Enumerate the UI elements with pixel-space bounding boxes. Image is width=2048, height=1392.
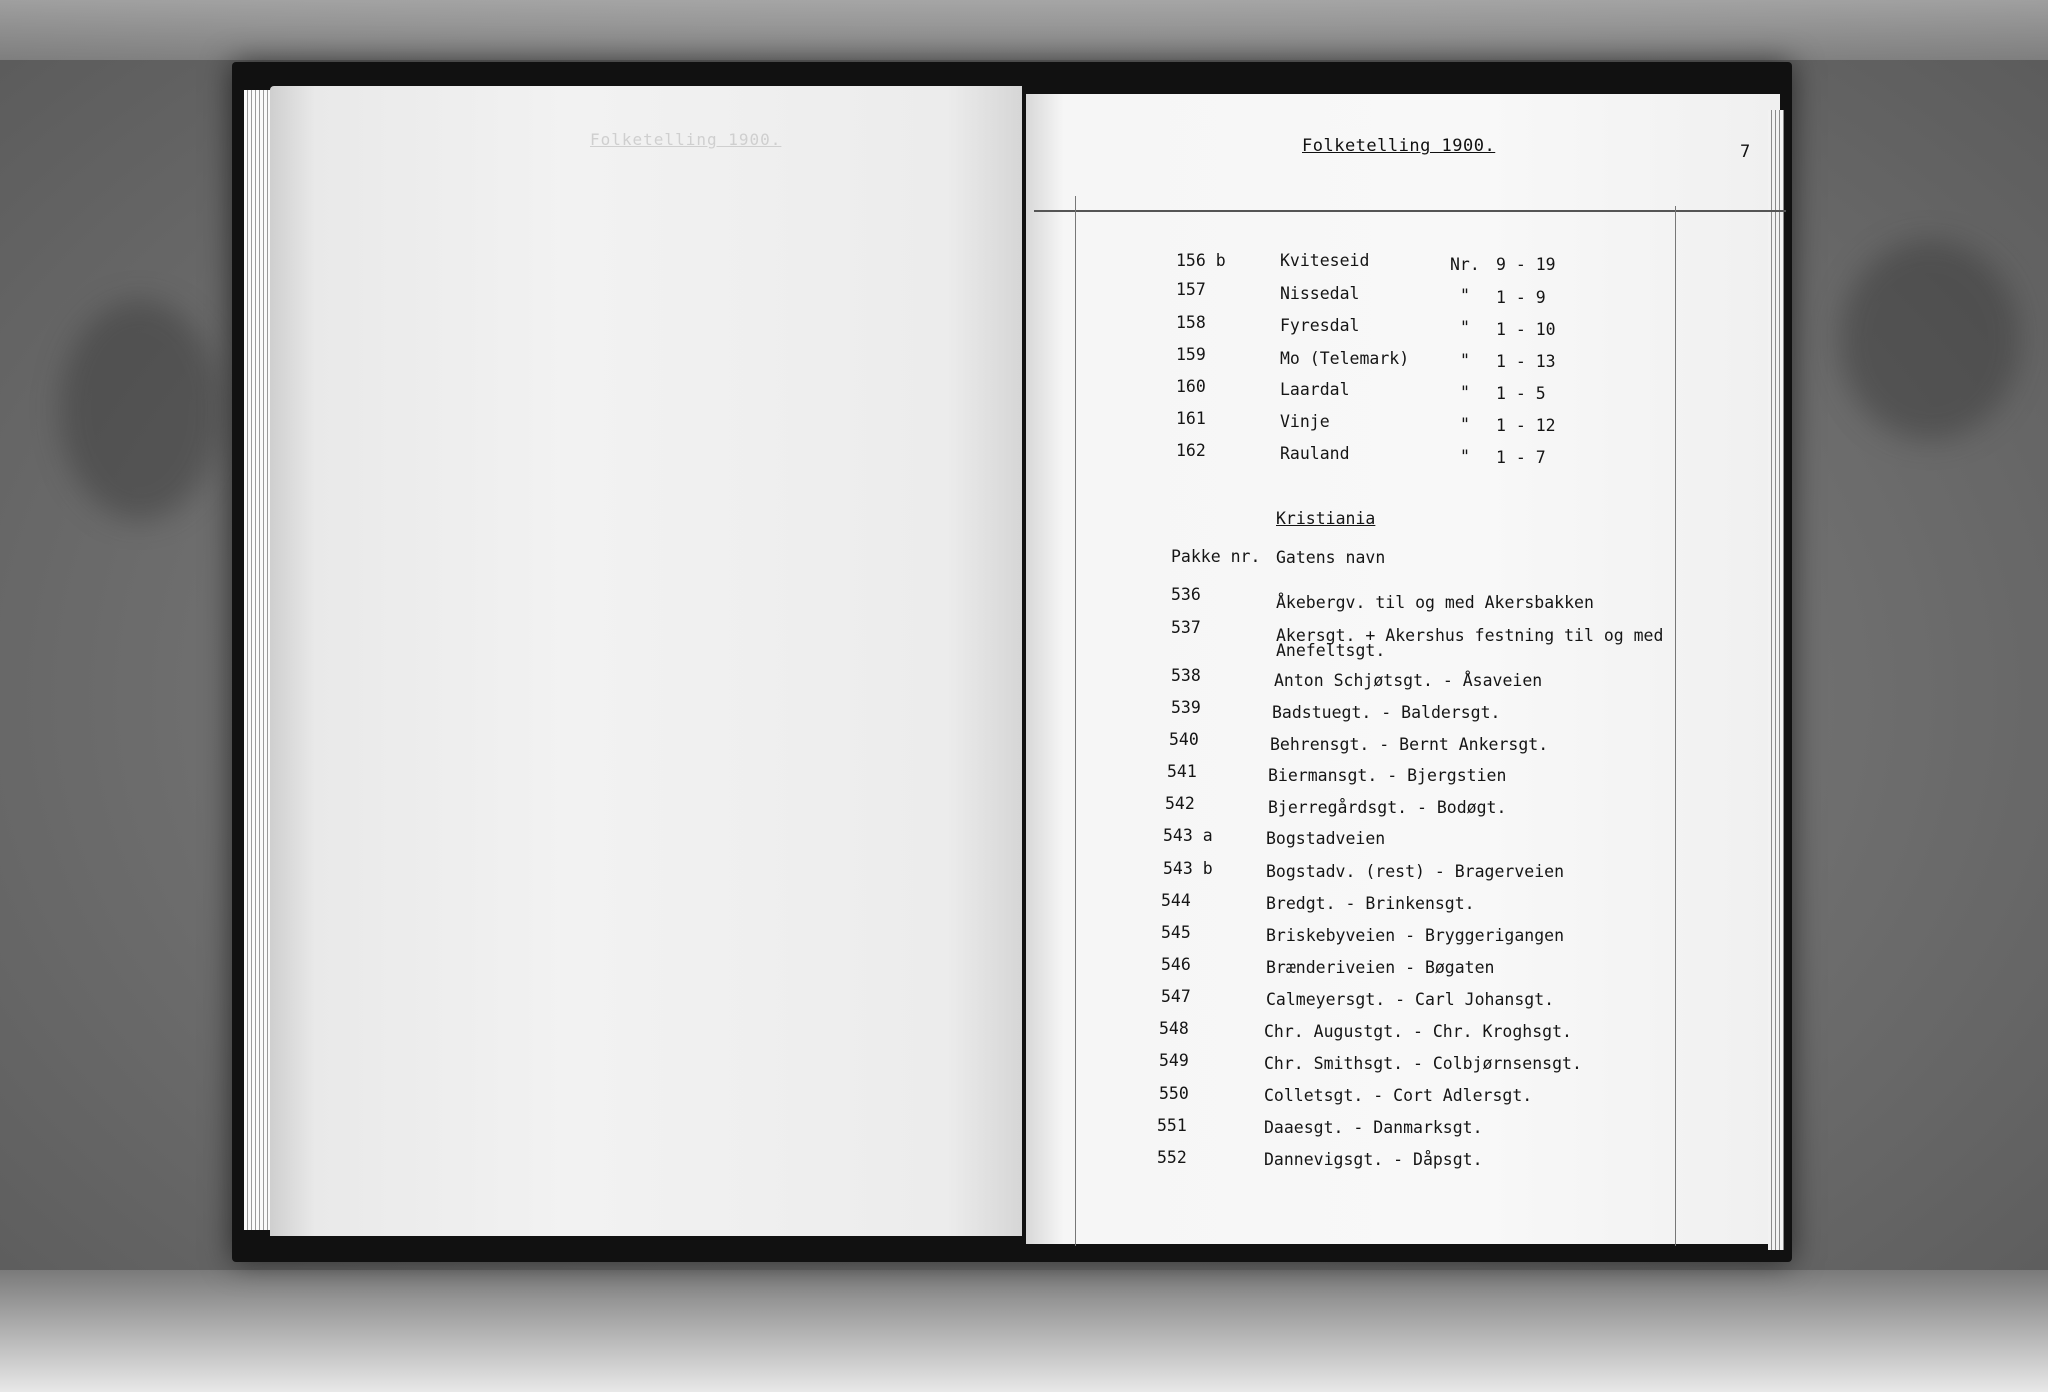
pakke-number: 547	[1161, 987, 1191, 1006]
pakke-number: 549	[1159, 1051, 1189, 1070]
district-number: 160	[1176, 377, 1206, 396]
district-mark: "	[1460, 318, 1470, 337]
pakke-number: 551	[1157, 1116, 1187, 1135]
street-range: Chr. Augustgt. - Chr. Kroghsgt.	[1264, 1022, 1572, 1041]
backdrop-top	[0, 0, 2048, 60]
street-range: Bredgt. - Brinkensgt.	[1266, 894, 1475, 913]
district-mark: "	[1460, 383, 1470, 402]
pakke-number: 536	[1171, 585, 1201, 604]
left-page	[270, 86, 1022, 1236]
district-range: 1 - 7	[1496, 448, 1546, 467]
district-name: Kviteseid	[1280, 251, 1370, 270]
district-range: 9 - 19	[1496, 255, 1556, 274]
street-range: Bogstadveien	[1266, 829, 1386, 848]
pakke-number: 544	[1161, 891, 1191, 910]
district-number: 161	[1176, 409, 1206, 428]
street-range: Biermansgt. - Bjergstien	[1268, 766, 1507, 785]
district-number: 156 b	[1176, 251, 1226, 270]
district-number: 158	[1176, 313, 1206, 332]
pakke-number: 541	[1167, 762, 1197, 781]
pakke-number: 552	[1157, 1148, 1187, 1167]
district-number: 157	[1176, 280, 1206, 299]
left-margin-rule	[1075, 196, 1076, 1246]
street-range: Anton Schjøtsgt. - Åsaveien	[1274, 671, 1543, 690]
pakke-number: 543 a	[1163, 826, 1213, 845]
district-mark: Nr.	[1450, 255, 1480, 274]
street-range: Briskebyveien - Bryggerigangen	[1266, 926, 1565, 945]
district-name: Nissedal	[1280, 284, 1360, 303]
left-page-faint-header: Folketelling 1900.	[590, 130, 782, 149]
district-range: 1 - 10	[1496, 320, 1556, 339]
column-header-gate: Gatens navn	[1276, 548, 1386, 567]
street-range: Brænderiveien - Bøgaten	[1266, 958, 1495, 977]
district-number: 162	[1176, 441, 1206, 460]
district-mark: "	[1460, 286, 1470, 305]
street-range: Dannevigsgt. - Dåpsgt.	[1264, 1150, 1483, 1169]
district-mark: "	[1460, 447, 1470, 466]
district-range: 1 - 5	[1496, 384, 1546, 403]
page-title: Folketelling 1900.	[1302, 136, 1496, 156]
right-margin-rule	[1675, 206, 1676, 1246]
district-name: Fyresdal	[1280, 316, 1360, 335]
street-range: Akersgt. + Akershus festning til og med	[1276, 626, 1664, 645]
street-range: Colletsgt. - Cort Adlersgt.	[1264, 1086, 1533, 1105]
pakke-number: 550	[1159, 1084, 1189, 1103]
pakke-number: 539	[1171, 698, 1201, 717]
pakke-number: 538	[1171, 666, 1201, 685]
pakke-number: 545	[1161, 923, 1191, 942]
header-rule	[1034, 210, 1786, 212]
street-range: Bogstadv. (rest) - Bragerveien	[1266, 862, 1565, 881]
district-name: Rauland	[1280, 444, 1350, 463]
district-mark: "	[1460, 351, 1470, 370]
district-name: Mo (Telemark)	[1280, 349, 1410, 368]
district-range: 1 - 13	[1496, 352, 1556, 371]
pakke-number: 546	[1161, 955, 1191, 974]
street-range: Behrensgt. - Bernt Ankersgt.	[1270, 735, 1549, 754]
background-smudge	[1840, 240, 2020, 440]
district-name: Vinje	[1280, 412, 1330, 431]
background-smudge	[60, 300, 220, 520]
street-range: Chr. Smithsgt. - Colbjørnsensgt.	[1264, 1054, 1582, 1073]
district-mark: "	[1460, 415, 1470, 434]
district-name: Laardal	[1280, 380, 1350, 399]
pakke-number: 543 b	[1163, 859, 1213, 878]
street-range: Badstuegt. - Baldersgt.	[1272, 703, 1501, 722]
district-number: 159	[1176, 345, 1206, 364]
pakke-number: 537	[1171, 618, 1201, 637]
district-range: 1 - 12	[1496, 416, 1556, 435]
pakke-number: 540	[1169, 730, 1199, 749]
street-range-continued: Anefeltsgt.	[1276, 641, 1386, 660]
pakke-number: 542	[1165, 794, 1195, 813]
street-range: Daaesgt. - Danmarksgt.	[1264, 1118, 1483, 1137]
column-header-pakke: Pakke nr.	[1171, 547, 1261, 566]
street-range: Calmeyersgt. - Carl Johansgt.	[1266, 990, 1555, 1009]
page-number: 7	[1740, 142, 1751, 162]
street-range: Bjerregårdsgt. - Bodøgt.	[1268, 798, 1507, 817]
street-range: Åkebergv. til og med Akersbakken	[1276, 593, 1594, 612]
district-range: 1 - 9	[1496, 288, 1546, 307]
right-page-edges	[1768, 110, 1784, 1250]
section-title: Kristiania	[1276, 509, 1376, 528]
pakke-number: 548	[1159, 1019, 1189, 1038]
backdrop-bottom	[0, 1270, 2048, 1392]
